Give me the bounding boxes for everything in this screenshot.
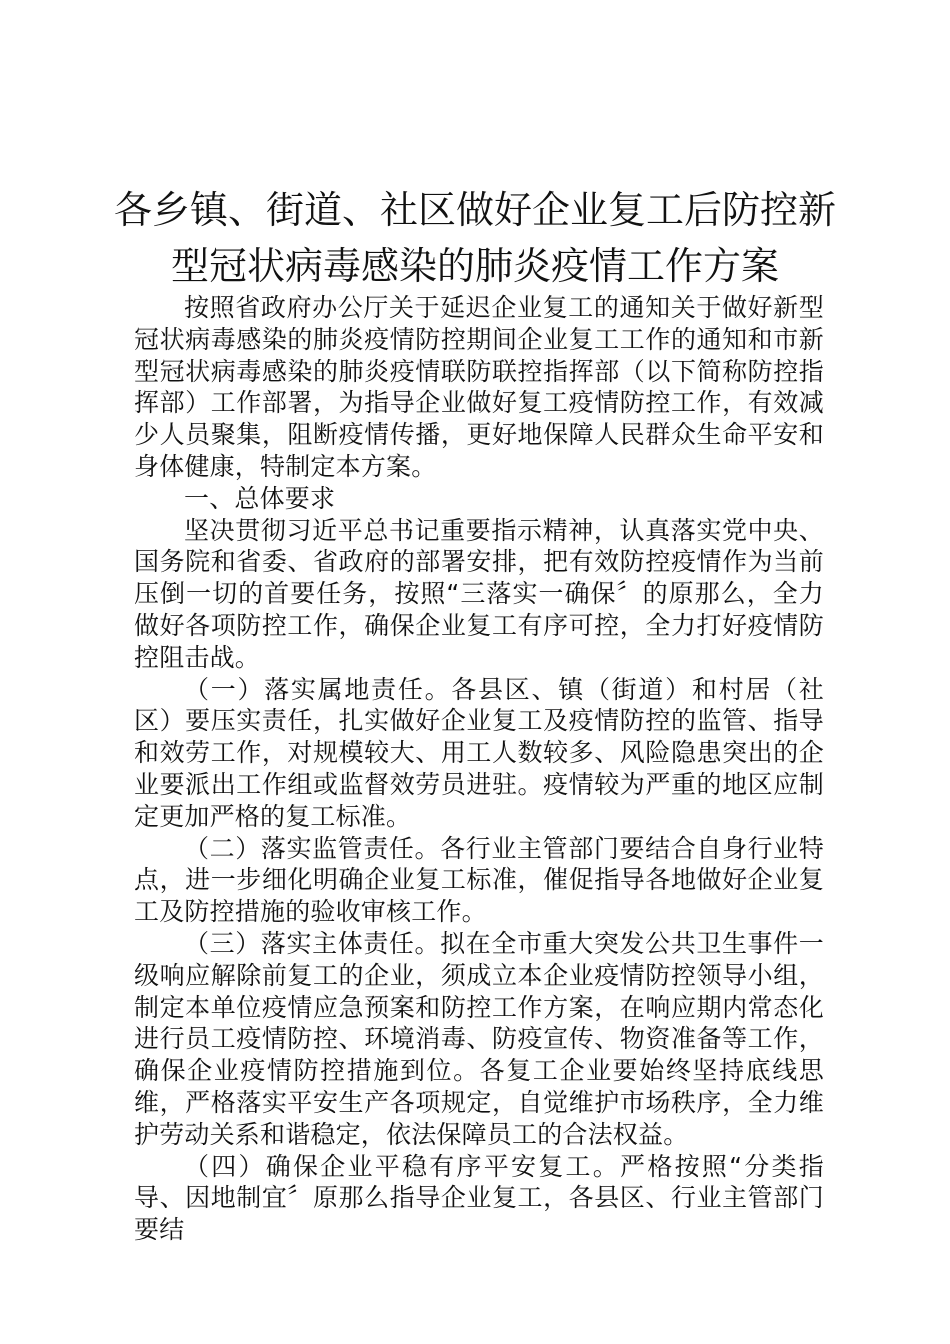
document-title-line-1: 各乡镇、街道、社区做好企业复工后防控新 — [113, 188, 836, 232]
item-3-main-responsibility: （三）落实主体责任。拟在全市重大突发公共卫生事件一级响应解除前复工的企业，须成立本企业疫情防控领导小组，制定本单位疫情应急预案和防控工作方案，在响应期内常态化进行员工疫情防控、环境消毒、防疫宣传、物资准备等工作，确保企业疫情防控措施到位。各复工企业要始终坚持底线思维，严格落实平安生产各项规定，自觉维护市场秩序，全力维护劳动关系和谐稳定，依法保障员工的合法权益。 — [134, 928, 824, 1149]
intro-paragraph: 按照省政府办公厅关于延迟企业复工的通知关于做好新型冠状病毒感染的肺炎疫情防控期间企业复工工作的通知和市新型冠状病毒感染的肺炎疫情联防联控指挥部（以下简称防控指挥部）工作部署，为指导企业做好复工疫情防控工作，有效减少人员聚集，阻断疫情传播，更好地保障人民群众生命平安和身体健康，特制定本方案。 — [134, 293, 824, 481]
document-body — [134, 292, 824, 1246]
item-1-territorial-responsibility: （一）落实属地责任。各县区、镇（街道）和村居（社区）要压实责任，扎实做好企业复工及疫情防控的监管、指导和效劳工作，对规模较大、用工人数较多、风险隐患突出的企业要派出工作组或监督效劳员进驻。疫情较为严重的地区应制定更加严格的复工标准。 — [134, 674, 824, 831]
section-heading-general-requirements: 一、总体要求 — [184, 483, 336, 513]
general-requirements-paragraph: 坚决贯彻习近平总书记重要指示精神，认真落实党中央、国务院和省委、省政府的部署安排，把有效防控疫情作为当前压倒一切的首要任务，按照“三落实一确保〞的原那么，全力做好各项防控工作，确保企业复工有序可控，全力打好疫情防控阻击战。 — [134, 515, 824, 672]
item-4-safe-resumption: （四）确保企业平稳有序平安复工。严格按照“分类指导、因地制宜〞原那么指导企业复工，各县区、行业主管部门要结 — [134, 1151, 824, 1245]
item-2-supervision-responsibility: （二）落实监管责任。各行业主管部门要结合自身行业特点，进一步细化明确企业复工标准，催促指导各地做好企业复工及防控措施的验收审核工作。 — [134, 833, 824, 927]
document-title-line-2: 型冠状病毒感染的肺炎疫情工作方案 — [170, 244, 779, 288]
